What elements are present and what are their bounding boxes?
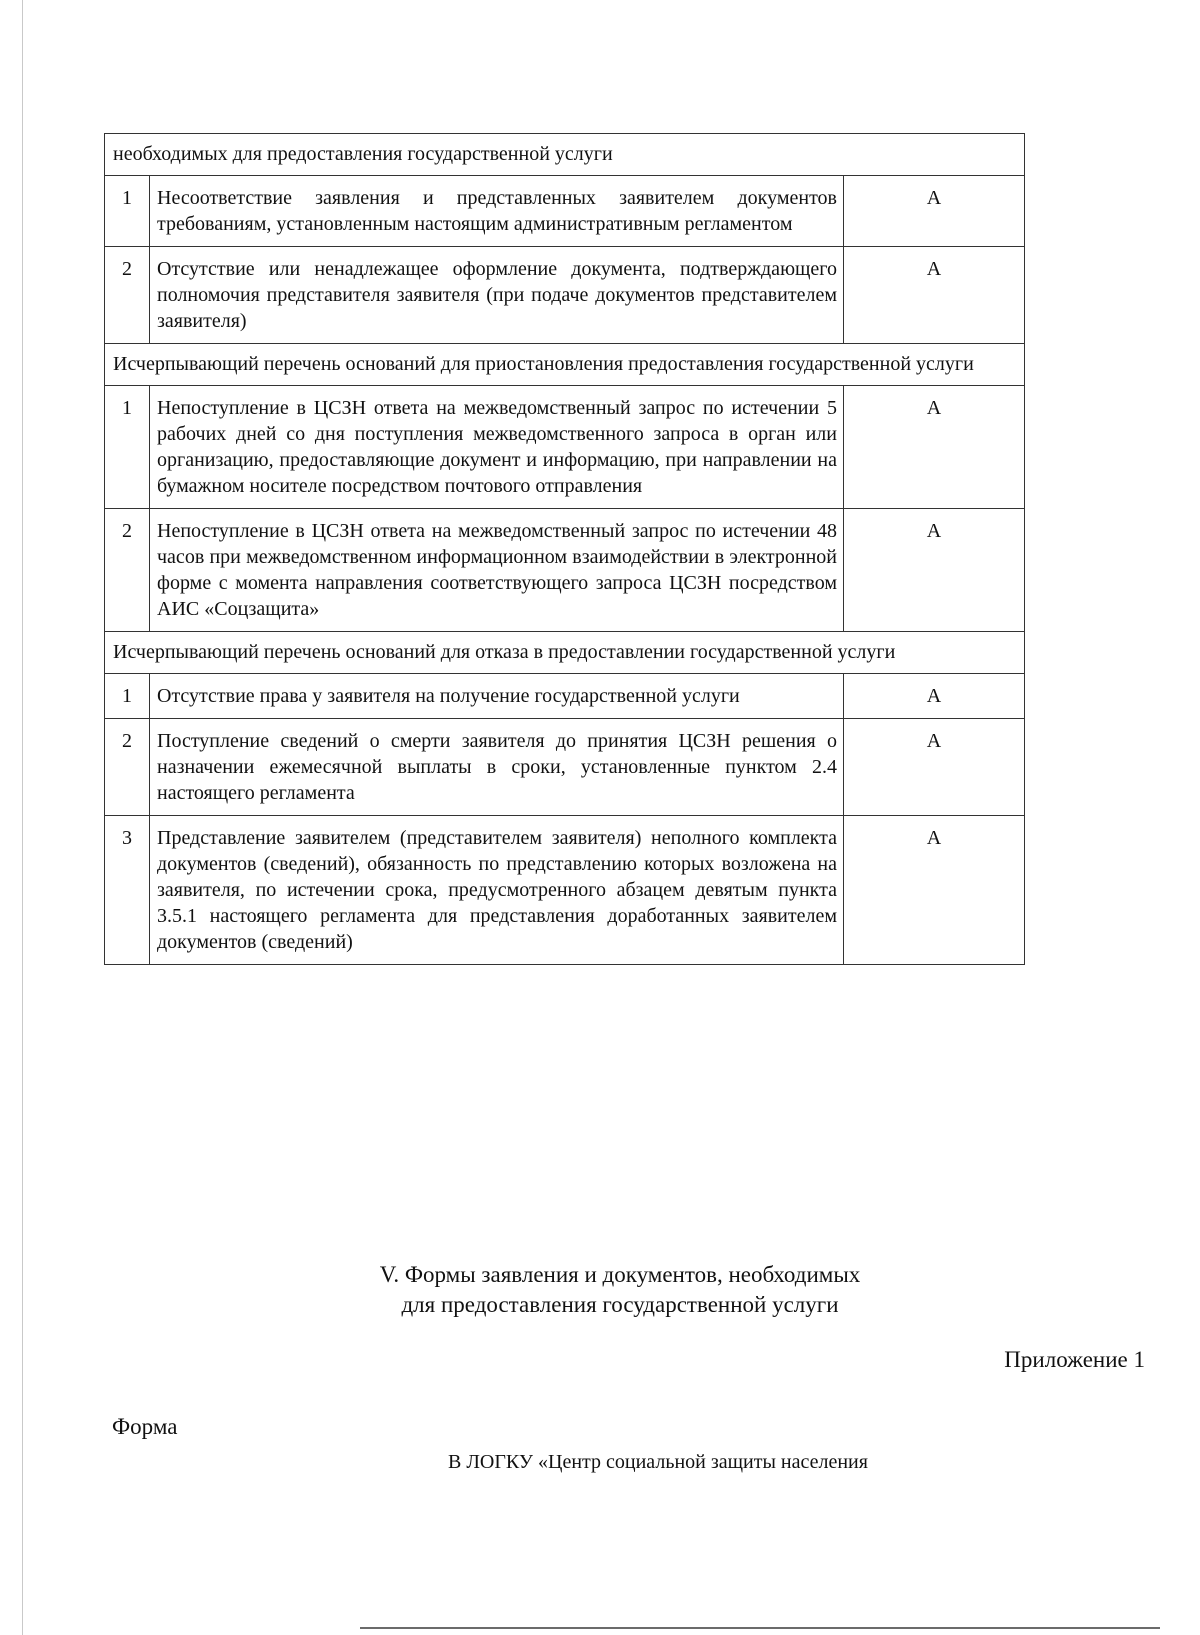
row-number: 2 [105, 247, 150, 344]
row-code: А [844, 719, 1025, 816]
section-v-heading-line1: V. Формы заявления и документов, необходимых [379, 1262, 861, 1287]
table-row [105, 386, 1025, 509]
row-code: А [844, 816, 1025, 965]
section-heading-row [105, 344, 1025, 386]
row-text: Поступление сведений о смерти заявителя до принятия ЦСЗН решения о назначении ежемесячной выплаты в сроки, установленные пунктом 2.4 настоящего регламента [150, 719, 844, 816]
table-row [105, 509, 1025, 632]
appendix-label: Приложение 1 [1004, 1347, 1145, 1372]
table-row [105, 674, 1025, 719]
row-text: Представление заявителем (представителем заявителя) неполного комплекта документов (сведений), обязанность по представлению которых возложена на заявителя, по истечении срока, предусмотренного абзацем девятым пункта 3.5.1 настоящего регламента для представления доработанных заявителем документов (сведений) [150, 816, 844, 965]
scan-left-edge [22, 0, 23, 1635]
row-number: 1 [105, 674, 150, 719]
row-text: Несоответствие заявления и представленных заявителем документов требованиям, установленным настоящим административным регламентом [150, 176, 844, 247]
section-heading-refusal: Исчерпывающий перечень оснований для отказа в предоставлении государственной услуги [105, 632, 1025, 674]
row-code: А [844, 509, 1025, 632]
table-row [105, 247, 1025, 344]
row-code: А [844, 247, 1025, 344]
table-row [105, 816, 1025, 965]
section-heading-suspension: Исчерпывающий перечень оснований для приостановления предоставления государственной услуги [105, 344, 1025, 386]
section-heading-row [105, 632, 1025, 674]
section-heading-row [105, 134, 1025, 176]
row-number: 1 [105, 176, 150, 247]
row-text: Отсутствие права у заявителя на получение государственной услуги [150, 674, 844, 719]
row-text: Непоступление в ЦСЗН ответа на межведомственный запрос по истечении 48 часов при межведомственном информационном взаимодействии в электронной форме с момента направления соответствующего запроса ЦСЗН посредством АИС «Соцзащита» [150, 509, 844, 632]
row-text: Отсутствие или ненадлежащее оформление документа, подтверждающего полномочия представителя заявителя (при подаче документов представителем заявителя) [150, 247, 844, 344]
row-number: 2 [105, 509, 150, 632]
row-code: А [844, 386, 1025, 509]
row-number: 1 [105, 386, 150, 509]
table-row [105, 719, 1025, 816]
row-text: Непоступление в ЦСЗН ответа на межведомственный запрос по истечении 5 рабочих дней со дня поступления межведомственного запроса в орган или организацию, предоставляющие документ и информацию, при направлении на бумажном носителе посредством почтового отправления [150, 386, 844, 509]
section-v-heading-line2: для предоставления государственной услуги [401, 1292, 839, 1317]
row-number: 2 [105, 719, 150, 816]
grounds-table [104, 133, 1025, 965]
form-label: Форма [112, 1414, 178, 1439]
section-v-heading [300, 1260, 940, 1320]
table-row [105, 176, 1025, 247]
scan-bottom-edge [360, 1627, 1160, 1629]
row-code: А [844, 176, 1025, 247]
section-heading-documents: необходимых для предоставления государственной услуги [105, 134, 1025, 176]
addressee-line: В ЛОГКУ «Центр социальной защиты населения [448, 1451, 868, 1473]
row-number: 3 [105, 816, 150, 965]
row-code: А [844, 674, 1025, 719]
